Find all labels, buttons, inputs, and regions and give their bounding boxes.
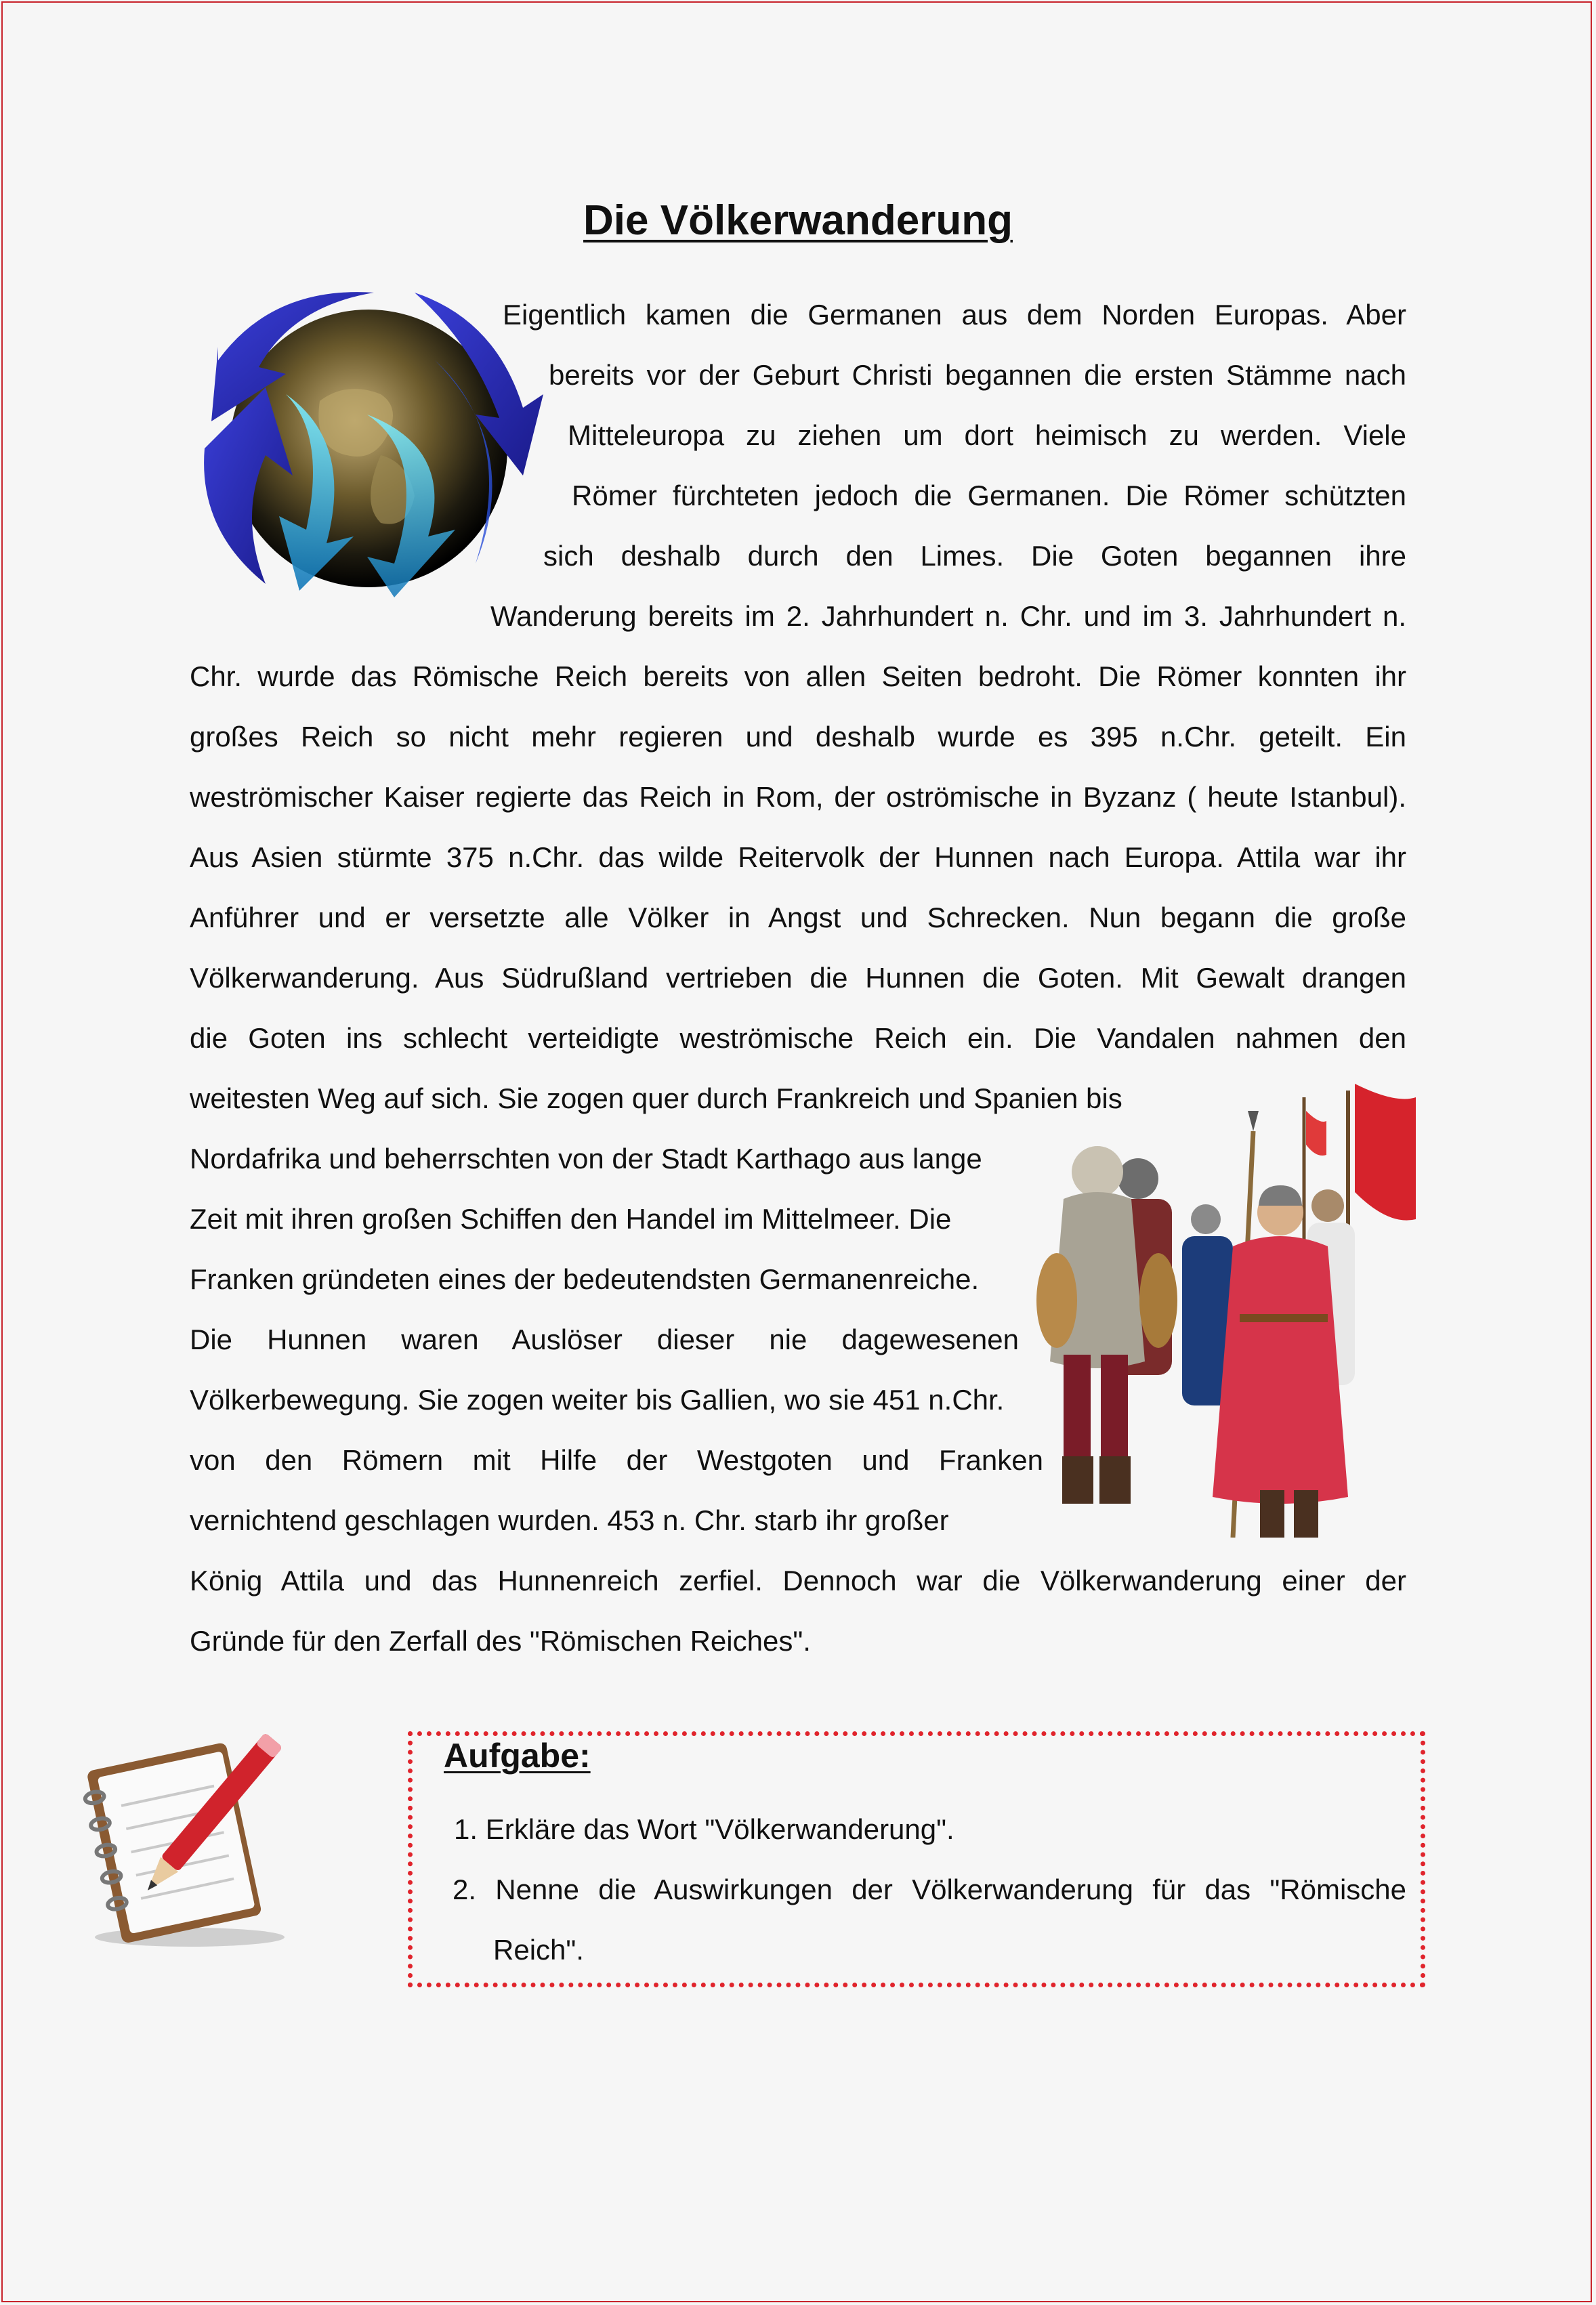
task-item-2: 2. Nenne die Auswirkungen der Völkerwanderung für das "Römische bbox=[453, 1874, 1406, 1905]
body-line: Völkerwanderung. Aus Südrußland vertrieben die Hunnen die Goten. Mit Gewalt drangen bbox=[190, 962, 1406, 994]
body-line: Die Hunnen waren Auslöser dieser nie dagewesenen bbox=[190, 1324, 1019, 1355]
body-line: großes Reich so nicht mehr regieren und deshalb wurde es 395 n.Chr. geteilt. Ein bbox=[190, 721, 1406, 753]
body-line: Mitteleuropa zu ziehen um dort heimisch zu werden. Viele bbox=[568, 419, 1406, 451]
page-title: Die Völkerwanderung bbox=[583, 197, 1013, 244]
body-line: Franken gründeten eines der bedeutendsten Germanenreiche. bbox=[190, 1263, 980, 1295]
body-line: Chr. wurde das Römische Reich bereits von allen Seiten bedroht. Die Römer konnten ihr bbox=[190, 660, 1406, 692]
medieval-warriors-illustration bbox=[1036, 1084, 1416, 1538]
body-line: weitesten Weg auf sich. Sie zogen quer durch Frankreich und Spanien bis bbox=[190, 1082, 1122, 1114]
body-line: die Goten ins schlecht verteidigte weströmische Reich ein. Die Vandalen nahmen den bbox=[190, 1022, 1406, 1054]
body-line: Nordafrika und beherrschten von der Stadt Karthago aus lange bbox=[190, 1143, 982, 1175]
body-line: König Attila und das Hunnenreich zerfiel. Dennoch war die Völkerwanderung einer der bbox=[190, 1565, 1406, 1596]
body-line: bereits vor der Geburt Christi begannen die ersten Stämme nach bbox=[549, 359, 1406, 391]
task-item-2-continued: Reich". bbox=[493, 1934, 584, 1966]
globe-arrows-icon bbox=[191, 279, 543, 597]
body-line: Eigentlich kamen die Germanen aus dem Norden Europas. Aber bbox=[503, 299, 1406, 331]
body-line: Wanderung bereits im 2. Jahrhundert n. Chr. und im 3. Jahrhundert n. bbox=[490, 600, 1406, 632]
body-line: weströmischer Kaiser regierte das Reich in Rom, der oströmische in Byzanz ( heute Istanbul). bbox=[190, 781, 1406, 813]
body-line: sich deshalb durch den Limes. Die Goten begannen ihre bbox=[543, 540, 1406, 572]
body-line: Aus Asien stürmte 375 n.Chr. das wilde Reitervolk der Hunnen nach Europa. Attila war ihr bbox=[190, 841, 1406, 873]
body-line: Zeit mit ihren großen Schiffen den Handel im Mittelmeer. Die bbox=[190, 1203, 952, 1235]
body-line: Gründe für den Zerfall des "Römischen Reiches". bbox=[190, 1625, 811, 1657]
body-line: Anführer und er versetzte alle Völker in Angst und Schrecken. Nun begann die große bbox=[190, 902, 1406, 933]
notepad-pencil-icon bbox=[68, 1720, 285, 1951]
body-line: Völkerbewegung. Sie zogen weiter bis Gallien, wo sie 451 n.Chr. bbox=[190, 1384, 1005, 1416]
task-heading: Aufgabe: bbox=[444, 1737, 591, 1775]
body-line: von den Römern mit Hilfe der Westgoten und Franken bbox=[190, 1444, 1043, 1476]
body-line: Römer fürchteten jedoch die Germanen. Die Römer schützten bbox=[572, 480, 1406, 511]
body-line: vernichtend geschlagen wurden. 453 n. Chr. starb ihr großer bbox=[190, 1504, 949, 1536]
task-item-1: 1. Erkläre das Wort "Völkerwanderung". bbox=[454, 1813, 954, 1845]
